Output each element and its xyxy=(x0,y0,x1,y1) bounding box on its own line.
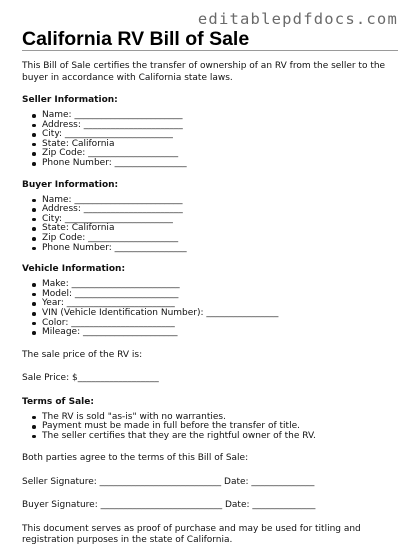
closing-paragraph: This document serves as proof of purchase and may be used for titling and registration purposes in the state of California. xyxy=(22,523,361,546)
buyer-phone-field: Phone Number: ________________ xyxy=(42,244,394,254)
buyer-address-field: Address: ______________________ xyxy=(42,205,394,215)
terms-list xyxy=(22,413,394,442)
vehicle-year-field: Year: ________________________ xyxy=(42,299,394,309)
buyer-state-field: State: California xyxy=(42,224,394,234)
sale-price-intro: The sale price of the RV is: xyxy=(22,349,143,360)
buyer-heading: Buyer Information: xyxy=(22,179,119,190)
seller-signature-line: Seller Signature: ___________________________ Date: ______________ xyxy=(22,476,315,487)
terms-item-as-is: The RV is sold "as-is" with no warranties. xyxy=(42,413,394,423)
seller-heading: Seller Information: xyxy=(22,95,118,105)
seller-city-field: City: ________________________ xyxy=(42,130,394,140)
vehicle-vin-field: VIN (Vehicle Identification Number): ________________ xyxy=(42,309,394,319)
terms-item-payment: Payment must be made in full before the transfer of title. xyxy=(42,422,394,432)
vehicle-make-field: Make: ________________________ xyxy=(42,280,394,290)
terms-item-ownership: The seller certifies that they are the rightful owner of the RV. xyxy=(42,432,394,442)
vehicle-model-field: Model: _______________________ xyxy=(42,290,394,300)
site-watermark: editablepdfdocs.com xyxy=(197,10,398,28)
sale-price-field: Sale Price: $__________________ xyxy=(22,373,159,384)
bill-of-sale-document xyxy=(22,29,394,547)
vehicle-mileage-field: Mileage: _____________________ xyxy=(42,328,394,338)
terms-heading: Terms of Sale: xyxy=(22,396,94,407)
seller-info-list xyxy=(22,111,394,169)
buyer-signature-line: Buyer Signature: ___________________________ Date: ______________ xyxy=(22,500,316,511)
buyer-city-field: City: ________________________ xyxy=(42,215,394,225)
vehicle-heading: Vehicle Information: xyxy=(22,264,126,275)
intro-paragraph: This Bill of Sale certifies the transfer of ownership of an RV from the seller to the buyer in accordance with California state laws. xyxy=(22,61,386,83)
agreement-statement: Both parties agree to the terms of this Bill of Sale: xyxy=(22,453,249,464)
vehicle-color-field: Color: _______________________ xyxy=(42,319,394,329)
document-title: California RV Bill of Sale xyxy=(22,29,398,51)
buyer-info-list xyxy=(22,196,394,254)
seller-zip-field: Zip Code: ____________________ xyxy=(42,149,394,159)
seller-phone-field: Phone Number: ________________ xyxy=(42,159,394,169)
vehicle-info-list xyxy=(22,280,394,338)
seller-state-field: State: California xyxy=(42,140,394,150)
buyer-name-field: Name: ________________________ xyxy=(42,196,394,206)
seller-name-field: Name: ________________________ xyxy=(42,111,394,121)
buyer-zip-field: Zip Code: ____________________ xyxy=(42,234,394,244)
seller-address-field: Address: ______________________ xyxy=(42,121,394,131)
